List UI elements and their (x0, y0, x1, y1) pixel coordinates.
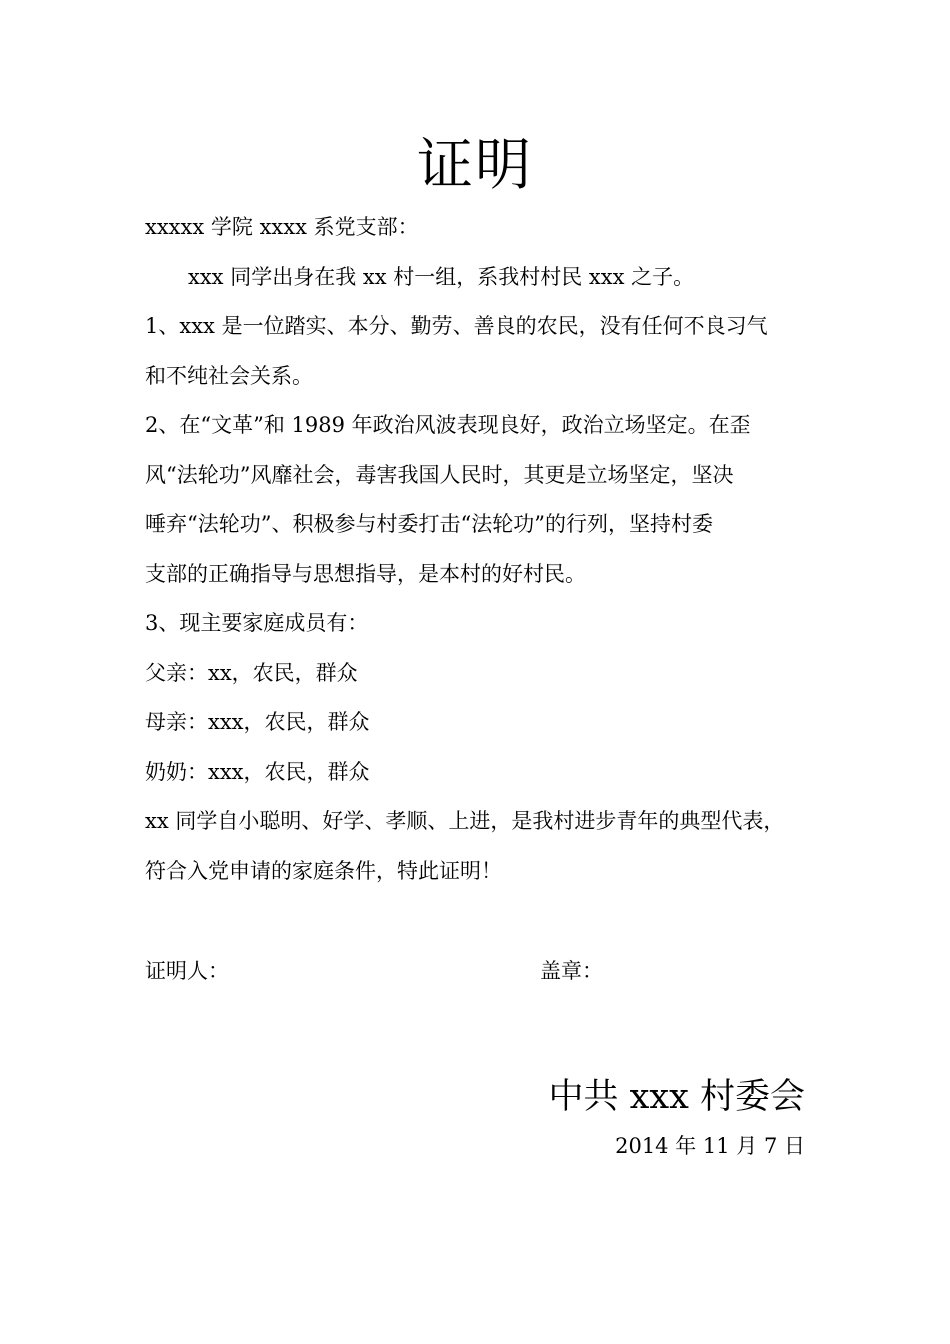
body-line: 符合入党申请的家庭条件，特此证明！ (145, 859, 502, 883)
body-line: 唾弃“法轮功”、积极参与村委打击“法轮功”的行列，坚持村委 (145, 512, 713, 536)
issue-date: 2014 年 11 月 7 日 (615, 1134, 805, 1158)
certifier-label: 证明人： (145, 959, 229, 983)
family-heading: 3、现主要家庭成员有： (145, 611, 369, 635)
body-line: 和不纯社会关系。 (145, 364, 313, 388)
body-line: 2、在“文革”和 1989 年政治风波表现良好，政治立场坚定。在歪 (145, 413, 751, 437)
family-member-grandmother: 奶奶：xxx，农民，群众 (145, 760, 370, 784)
body-line: 支部的正确指导与思想指导，是本村的好村民。 (145, 562, 586, 586)
addressee: xxxxx 学院 xxxx 系党支部： (145, 215, 419, 239)
family-member-father: 父亲：xx，农民，群众 (145, 661, 358, 685)
body-line: xx 同学自小聪明、好学、孝顺、上进，是我村进步青年的典型代表， (145, 809, 785, 833)
issuer-name: 中共 xxx 村委会 (548, 1077, 805, 1117)
intro-paragraph: xxx 同学出身在我 xx 村一组，系我村村民 xxx 之子。 (188, 265, 695, 289)
family-member-mother: 母亲：xxx，农民，群众 (145, 710, 370, 734)
seal-label: 盖章： (540, 959, 603, 983)
body-line: 1、xxx 是一位踏实、本分、勤劳、善良的农民，没有任何不良习气 (145, 314, 768, 338)
document-title: 证明 (417, 133, 533, 198)
body-line: 风“法轮功”风靡社会，毒害我国人民时，其更是立场坚定，坚决 (145, 463, 734, 487)
